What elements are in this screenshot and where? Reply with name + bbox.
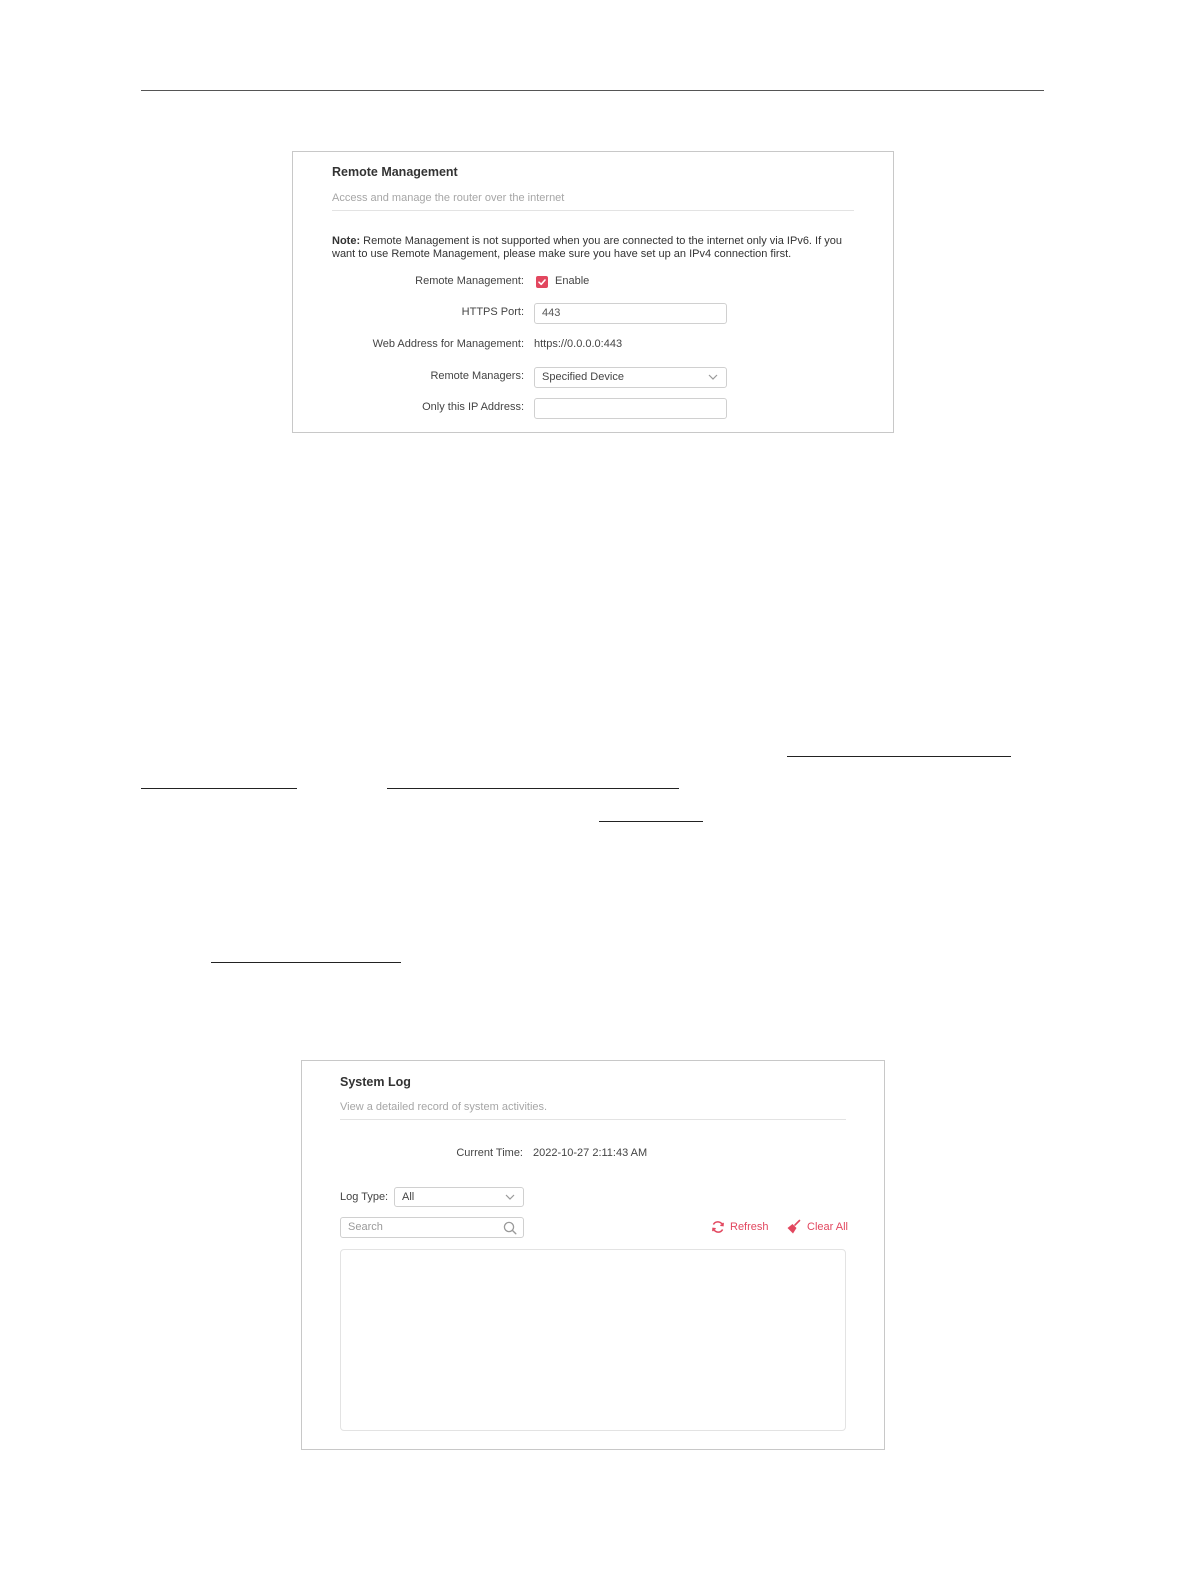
check-icon [537, 277, 547, 287]
search-placeholder: Search [348, 1221, 383, 1233]
https-port-label: HTTPS Port: [461, 306, 524, 318]
panel-divider [332, 210, 854, 211]
chevron-down-icon [708, 373, 718, 381]
remote-managers-select[interactable] [534, 367, 727, 388]
note-text-2: want to use Remote Management, please make sure you have set up an IPv4 connection first. [332, 248, 792, 260]
link-underline-5 [211, 962, 401, 963]
https-port-input[interactable]: 443 [534, 303, 727, 324]
log-list[interactable] [340, 1249, 846, 1431]
refresh-icon[interactable] [711, 1220, 725, 1234]
remote-managers-value: Specified Device [542, 371, 624, 383]
system-log-panel [301, 1060, 885, 1450]
current-time-value: 2022-10-27 2:11:43 AM [533, 1147, 648, 1159]
note-text-1: Remote Management is not supported when you are connected to the internet only via IPv6. If you [360, 235, 842, 247]
search-icon [503, 1221, 517, 1235]
panel-subtitle: View a detailed record of system activities. [340, 1101, 548, 1113]
clear-all-button[interactable]: Clear All [807, 1221, 848, 1233]
ipv6-note [332, 235, 862, 261]
enable-label: Enable [555, 275, 590, 287]
remote-management-label: Remote Management: [415, 275, 524, 287]
log-type-label: Log Type: [340, 1191, 389, 1203]
link-underline-3 [387, 788, 679, 789]
remote-management-panel [292, 151, 894, 433]
note-label: Note: [332, 235, 361, 247]
refresh-button[interactable]: Refresh [730, 1221, 769, 1233]
chevron-down-icon [505, 1193, 515, 1201]
web-address-label: Web Address for Management: [372, 338, 524, 350]
log-type-value: All [402, 1191, 415, 1203]
panel-title: Remote Management [332, 165, 458, 179]
current-time-label: Current Time: [456, 1147, 523, 1159]
panel-divider [340, 1119, 846, 1120]
enable-checkbox[interactable] [536, 276, 548, 288]
link-underline-1 [787, 756, 1011, 757]
broom-icon[interactable] [786, 1219, 802, 1235]
panel-subtitle: Access and manage the router over the internet [332, 192, 565, 204]
search-input[interactable] [340, 1217, 524, 1238]
link-underline-4 [599, 821, 703, 822]
log-type-select[interactable] [394, 1187, 524, 1207]
web-address-value: https://0.0.0.0:443 [534, 338, 623, 350]
remote-managers-label: Remote Managers: [430, 370, 524, 382]
only-ip-label: Only this IP Address: [422, 401, 524, 413]
only-ip-input[interactable] [534, 398, 727, 419]
link-underline-2 [141, 788, 297, 789]
panel-title: System Log [340, 1075, 411, 1089]
page-header-rule [141, 90, 1044, 91]
